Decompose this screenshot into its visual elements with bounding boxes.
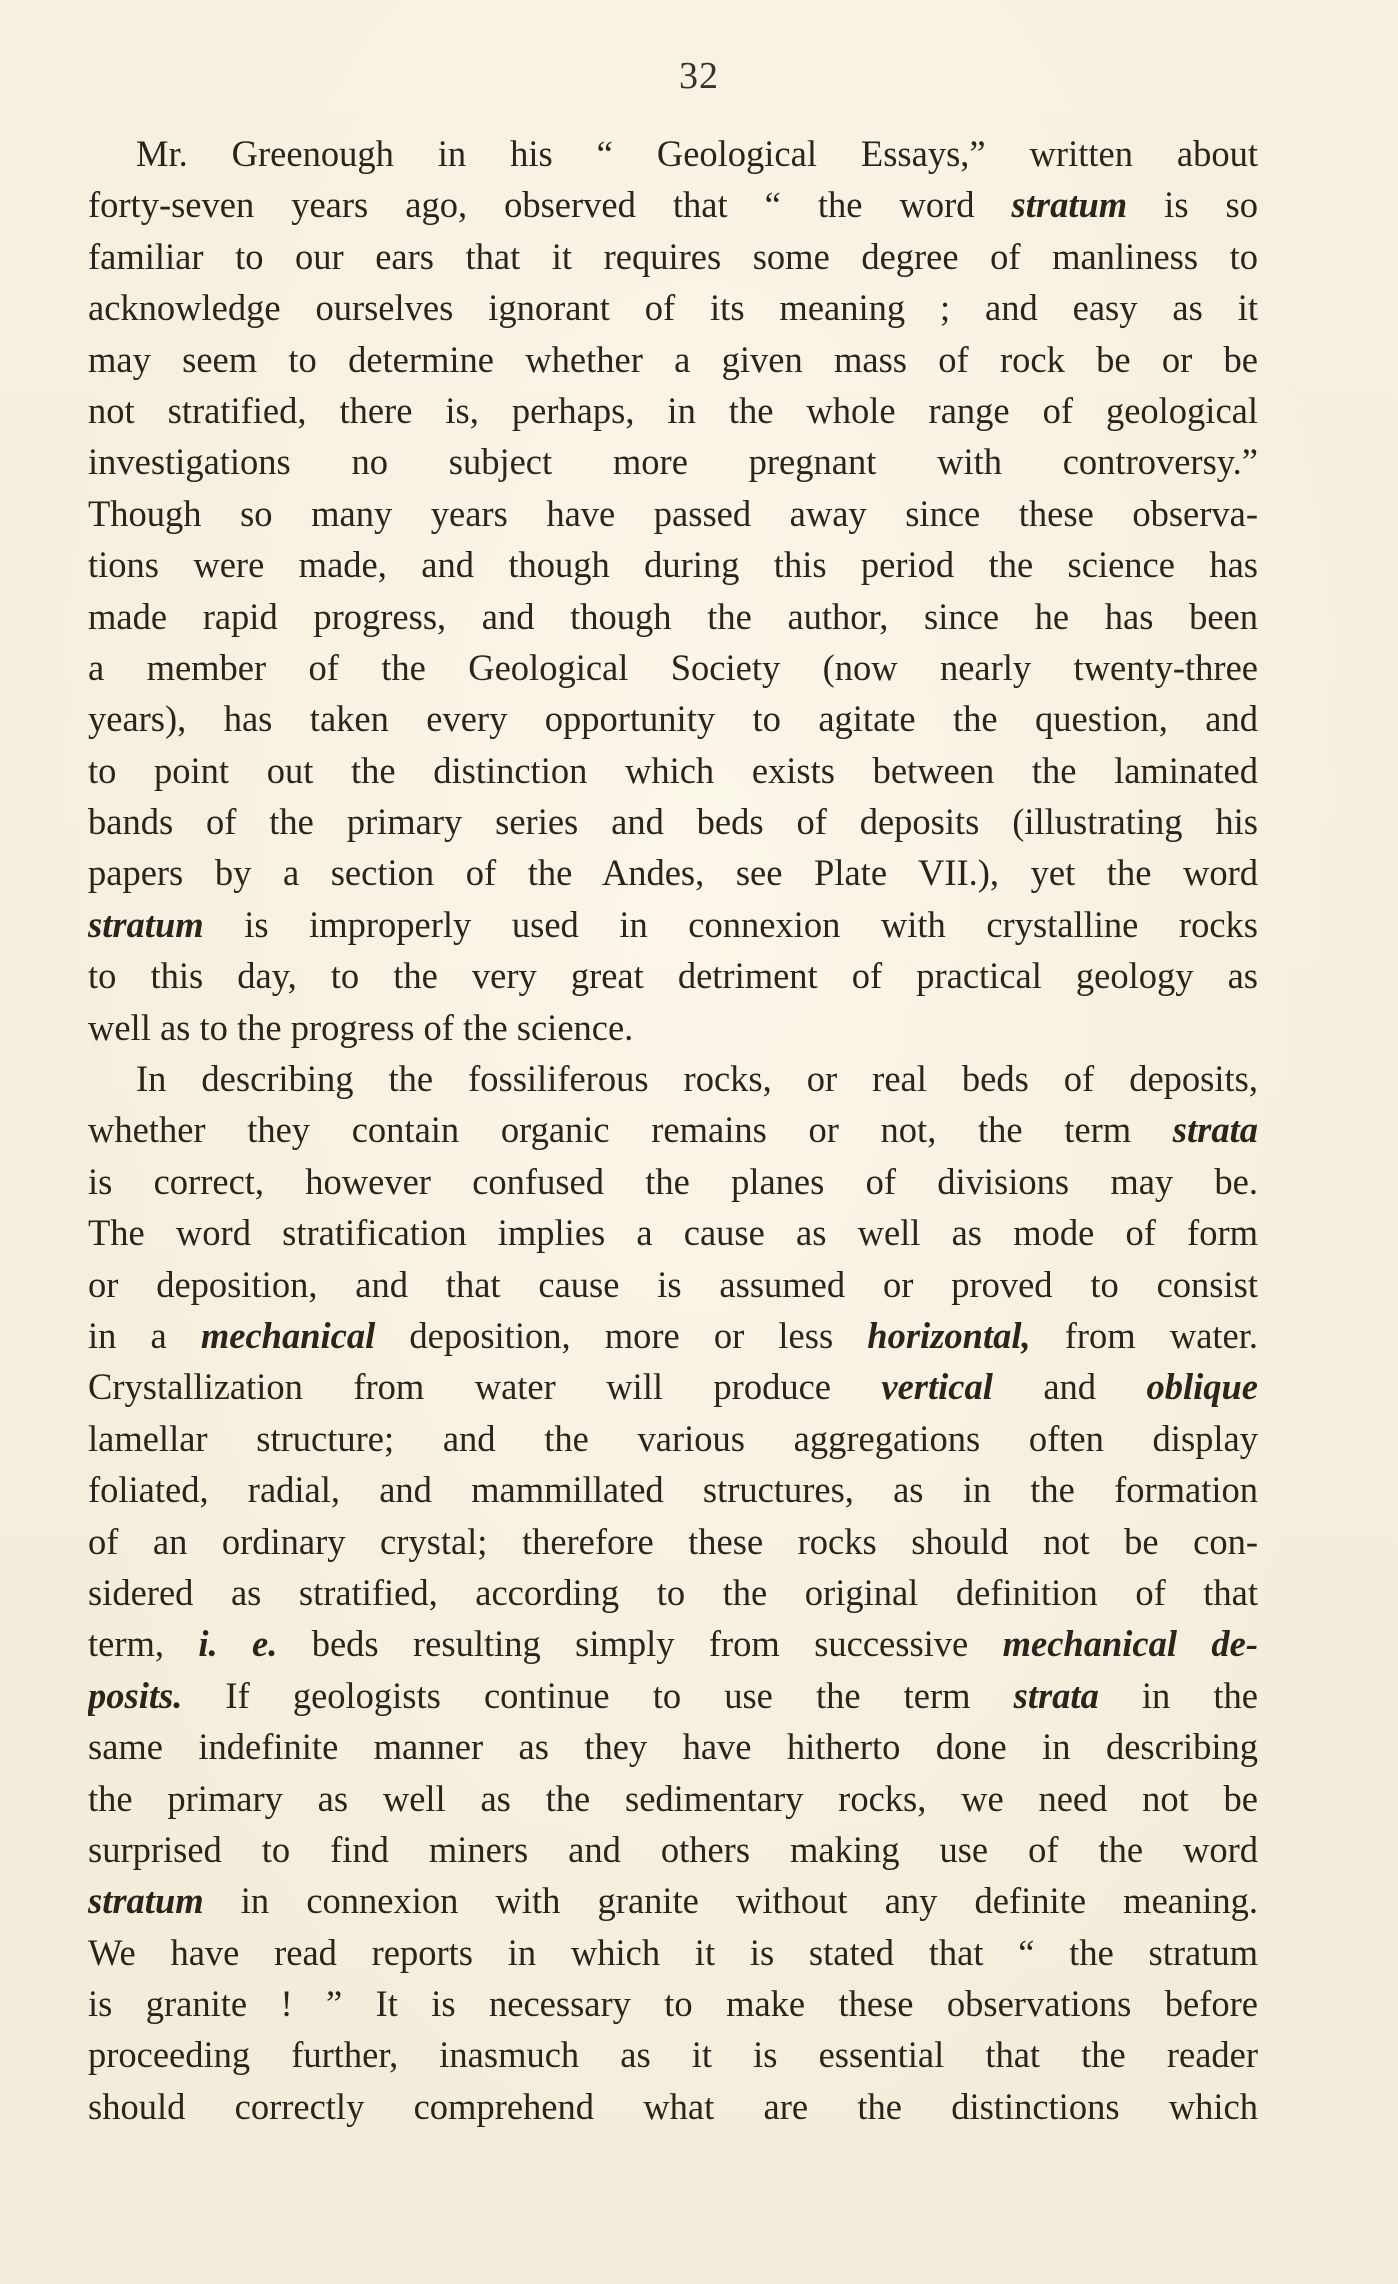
text-segment: in connexion with granite without any definite meaning. — [203, 1880, 1258, 1922]
text-line — [88, 1978, 1258, 2029]
text-segment: In describing the fossiliferous rocks, or real beds of deposits, — [136, 1058, 1258, 1100]
text-segment: a member of the Geological Society (now nearly twenty-three — [88, 646, 1258, 688]
italic-term: i. e. — [198, 1623, 278, 1665]
text-line — [88, 1670, 1258, 1721]
text-line — [88, 539, 1258, 590]
text-line — [88, 488, 1258, 539]
text-line — [88, 1618, 1258, 1669]
text-line — [88, 2029, 1258, 2080]
text-line — [88, 1259, 1258, 1310]
text-segment: investigations no subject more pregnant with controversy.” — [88, 441, 1258, 483]
text-segment: Though so many years have passed away since these observa- — [88, 492, 1258, 534]
text-line — [88, 1721, 1258, 1772]
text-segment: If geologists continue to use the term — [182, 1674, 1014, 1716]
text-segment: to this day, to the very great detriment of practical geology as — [88, 955, 1258, 997]
text-line — [88, 693, 1258, 744]
text-segment: acknowledge ourselves ignorant of its meaning ; and easy as it — [88, 287, 1258, 329]
text-segment: forty-seven years ago, observed that “ the word — [88, 184, 1012, 226]
text-segment: not stratified, there is, perhaps, in the whole range of geological — [88, 389, 1258, 431]
text-line — [88, 1824, 1258, 1875]
text-line — [88, 1464, 1258, 1515]
text-line — [88, 1104, 1258, 1155]
italic-term: strata — [1172, 1109, 1258, 1151]
text-segment: We have read reports in which it is stated that “ the stratum — [88, 1931, 1258, 1973]
text-line — [88, 2081, 1258, 2132]
text-segment: tions were made, and though during this period the science has — [88, 544, 1258, 586]
text-line — [88, 1002, 1258, 1053]
text-segment: proceeding further, inasmuch as it is essential that the reader — [88, 2034, 1258, 2076]
text-segment: Crystallization from water will produce — [88, 1366, 882, 1408]
text-line — [88, 1053, 1258, 1104]
text-line — [88, 128, 1258, 179]
body-text — [88, 128, 1258, 2132]
text-line — [88, 642, 1258, 693]
text-segment: is correct, however confused the planes of divisions may be. — [88, 1160, 1258, 1202]
text-segment: made rapid progress, and though the author, since he has been — [88, 595, 1258, 637]
text-segment: surprised to find miners and others making use of the word — [88, 1828, 1258, 1870]
text-line — [88, 282, 1258, 333]
text-segment: foliated, radial, and mammillated structures, as in the formation — [88, 1469, 1258, 1511]
text-segment: term, — [88, 1623, 199, 1665]
text-line — [88, 179, 1258, 230]
text-line — [88, 1156, 1258, 1207]
text-segment: should correctly comprehend what are the distinctions which — [88, 2085, 1258, 2127]
text-segment: papers by a section of the Andes, see Plate VII.), yet the word — [88, 852, 1258, 894]
text-segment: bands of the primary series and beds of deposits (illustrating his — [88, 801, 1258, 843]
text-segment: whether they contain organic remains or not, the term — [88, 1109, 1173, 1151]
text-segment: The word stratification implies a cause as well as mode of form — [88, 1212, 1258, 1254]
text-segment: or deposition, and that cause is assumed or proved to consist — [88, 1263, 1258, 1305]
text-segment: deposition, more or less — [375, 1314, 868, 1356]
text-segment: years), has taken every opportunity to agitate the question, and — [88, 698, 1258, 740]
text-segment: well as to the progress of the science. — [88, 1006, 634, 1048]
page-number: 32 — [679, 55, 719, 97]
text-line — [88, 1927, 1258, 1978]
text-line — [88, 950, 1258, 1001]
text-line — [88, 847, 1258, 898]
text-line — [88, 1516, 1258, 1567]
text-segment: in the — [1098, 1674, 1258, 1716]
text-segment: of an ordinary crystal; therefore these rocks should not be con- — [88, 1520, 1258, 1562]
text-line — [88, 334, 1258, 385]
text-line — [88, 1310, 1258, 1361]
text-segment: familiar to our ears that it requires some degree of manliness to — [88, 235, 1258, 277]
text-line — [88, 1875, 1258, 1926]
text-segment: sidered as stratified, according to the original definition of that — [88, 1571, 1258, 1613]
text-line — [88, 436, 1258, 487]
text-segment: beds resulting simply from successive — [277, 1623, 1003, 1665]
text-segment: to point out the distinction which exists between the laminated — [88, 749, 1258, 791]
text-line — [88, 899, 1258, 950]
italic-term: strata — [1013, 1674, 1099, 1716]
text-line — [88, 1773, 1258, 1824]
italic-term: horizontal, — [867, 1314, 1031, 1356]
text-line — [88, 591, 1258, 642]
text-line — [88, 231, 1258, 282]
text-line — [88, 385, 1258, 436]
italic-term: stratum — [88, 1880, 204, 1922]
text-segment: Mr. Greenough in his “ Geological Essays,” written about — [136, 133, 1258, 174]
text-segment: same indefinite manner as they have hitherto done in describing — [88, 1726, 1258, 1768]
text-segment: from water. — [1030, 1314, 1258, 1356]
text-segment: is improperly used in connexion with crystalline rocks — [203, 903, 1258, 945]
italic-term: stratum — [1011, 184, 1128, 226]
text-line — [88, 745, 1258, 796]
text-segment: may seem to determine whether a given mass of rock be or be — [88, 338, 1258, 380]
italic-term: oblique — [1146, 1366, 1258, 1408]
text-segment: in a — [88, 1314, 201, 1356]
text-segment: lamellar structure; and the various aggregations often display — [88, 1417, 1258, 1459]
text-line — [88, 796, 1258, 847]
italic-term: mechanical de- — [1002, 1623, 1258, 1665]
text-segment: is granite ! ” It is necessary to make these observations before — [88, 1983, 1258, 2025]
italic-term: posits. — [88, 1674, 183, 1716]
italic-term: stratum — [88, 903, 204, 945]
text-line — [88, 1413, 1258, 1464]
text-segment: is so — [1127, 184, 1258, 226]
text-segment: and — [992, 1366, 1147, 1408]
text-line — [88, 1207, 1258, 1258]
italic-term: vertical — [881, 1366, 993, 1408]
text-line — [88, 1567, 1258, 1618]
text-segment: the primary as well as the sedimentary rocks, we need not be — [88, 1777, 1258, 1819]
italic-term: mechanical — [200, 1314, 376, 1356]
text-line — [88, 1361, 1258, 1412]
